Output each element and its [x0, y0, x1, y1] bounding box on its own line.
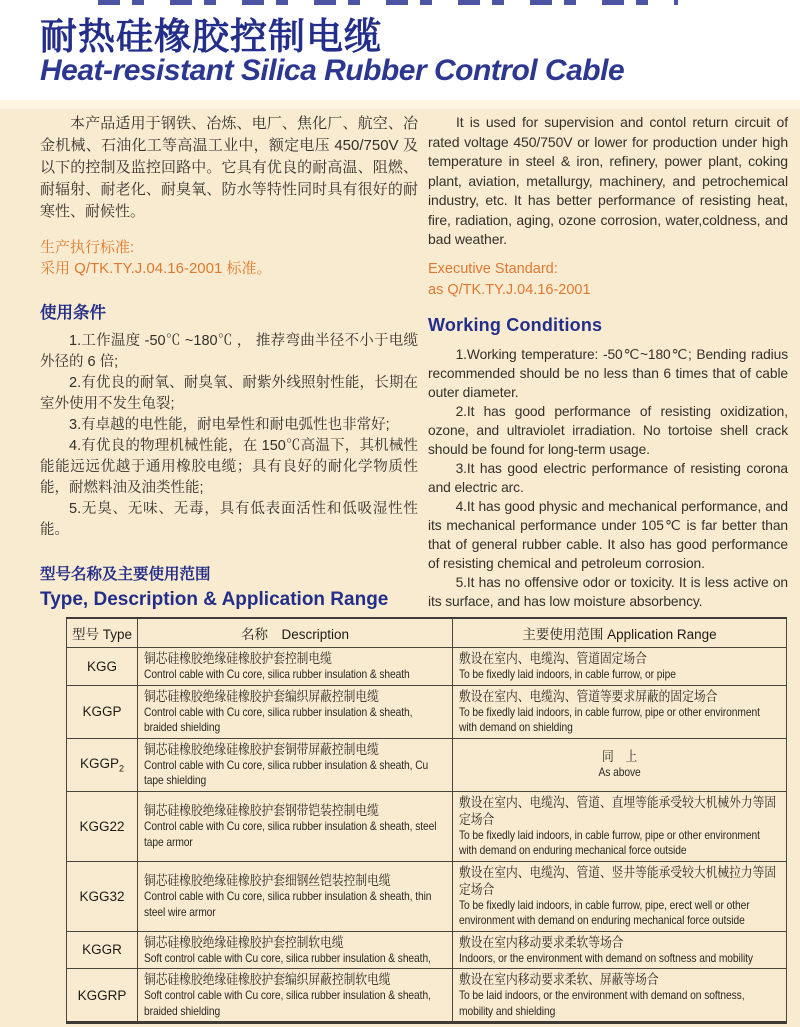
- cell-application: [453, 685, 787, 738]
- cell-description-en: Control cable with Cu core, silica rubber insulation & sheath, steel tape armor: [144, 819, 437, 849]
- condition-item-zh: 3.有卓越的电性能，耐电晕性和耐电弧性也非常好;: [69, 417, 390, 433]
- cell-type: $KGGP_2$: [67, 738, 138, 791]
- cell-application-zh: 敷设在室内、电缆沟、管道、直埋等能承受较大机械外力等固定场合: [459, 794, 777, 827]
- cell-type: KGGRP: [67, 969, 138, 1023]
- table-heading-zh: 型号名称及主要使用范围: [40, 566, 211, 583]
- column-header-application: 主要使用范围 Application Range: [453, 618, 787, 648]
- condition-item-zh: 2.有优良的耐氧、耐臭氧、耐紫外线照射性能，长期在室外使用不发生龟裂;: [40, 375, 418, 412]
- column-header-type: 型号 Type: [67, 618, 138, 648]
- cell-description-en: Control cable with Cu core, silica rubber insulation & sheath, thin steel wire armor: [144, 889, 432, 919]
- cell-application: [453, 861, 787, 931]
- cell-description: [138, 738, 453, 791]
- table-row: [67, 931, 787, 969]
- cell-application-en: To be fixedly laid indoors, in cable furrow, pipe, erect well or other environment with demand on enduring mechanical force outside: [459, 897, 750, 927]
- cell-description-en: Soft control cable with Cu core, silica rubber insulation & sheath, braided shielding: [144, 988, 431, 1018]
- cell-description-en: Control cable with Cu core, silica rubber insulation & sheath: [144, 667, 410, 681]
- page-title-zh: 耐热硅橡胶控制电缆: [40, 16, 382, 57]
- cell-description-en: Control cable with Cu core, silica rubber insulation & sheath, braided shielding: [144, 704, 413, 734]
- cut-off-text-fragments: [98, 0, 678, 5]
- standard-value-en: as Q/TK.TY.J.04.16-2001: [428, 281, 591, 298]
- cell-application: [453, 738, 787, 791]
- cell-type: KGG22: [67, 791, 138, 861]
- condition-item-en: 2.It has good performance of resisting oxidization, ozone, and ultraviolet irradiation. No tortoise shell crack should be found for long-term usage.: [428, 403, 788, 457]
- cell-description-zh: 铜芯硅橡胶绝缘硅橡胶护套铜带屏蔽控制电缆: [144, 741, 379, 757]
- column-header-description: 名称 Description: [138, 618, 453, 648]
- page-title-en: Heat-resistant Silica Rubber Control Cable: [40, 54, 625, 87]
- executive-standard-en: [428, 259, 788, 301]
- cell-description-en: Soft control cable with Cu core, silica rubber insulation & sheath,: [144, 950, 431, 965]
- cell-description-zh: 铜芯硅橡胶绝缘硅橡胶护套编织屏蔽控制软电缆: [144, 972, 391, 987]
- standard-label-en: Executive Standard:: [428, 260, 558, 277]
- cell-application-zh: 敷设在室内、电缆沟、管道固定场合: [459, 651, 647, 666]
- cell-description-zh: 铜芯硅橡胶绝缘硅橡胶护套钢带铠装控制电缆: [144, 803, 379, 818]
- condition-item-zh: 4.有优良的物理机械性能，在 150℃高温下，其机械性能能远远优越于通用橡胶电缆；具有良好的耐化学物质性能，耐燃料油及油类性能;: [40, 438, 418, 496]
- standard-value-zh: 采用 Q/TK.TY.J.04.16-2001 标准。: [40, 260, 272, 277]
- cell-application-zh: 敷设在室内、电缆沟、管道等要求屏蔽的固定场合: [459, 688, 718, 704]
- cell-application-en: As above: [598, 765, 641, 780]
- right-column: [428, 113, 788, 611]
- cell-description-zh: 铜芯硅橡胶绝缘硅橡胶护套细钢丝铠装控制电缆: [144, 873, 391, 888]
- table-row: [67, 685, 787, 738]
- type-table-section: [40, 562, 788, 1024]
- condition-item-en: 5.It has no offensive odor or toxicity. It is less active on its surface, and has low moisture absorbency.: [428, 574, 788, 609]
- cell-description: [138, 931, 453, 969]
- cell-type: KGG32: [67, 861, 138, 931]
- cell-description-en: Control cable with Cu core, silica rubber insulation & sheath, Cu tape shielding: [144, 757, 429, 787]
- condition-item-en: 1.Working temperature: -50℃~180℃; Bending radius recommended should be no less than 6 times that of cable outer diameter.: [428, 346, 788, 400]
- standard-label-zh: 生产执行标准:: [40, 239, 135, 256]
- cell-description-zh: 铜芯硅橡胶绝缘硅橡胶护套编织屏蔽控制电缆: [144, 688, 379, 704]
- conditions-heading-en: Working Conditions: [428, 314, 603, 335]
- table-row: [67, 648, 787, 686]
- cell-application-en: To be fixedly laid indoors, in cable furrow, pipe or other environment with demand on shielding: [459, 704, 760, 734]
- intro-paragraph-en: It is used for supervision and contol return circuit of rated voltage 450/750V or lower for production under high temperature in steel & iron, refinery, power plant, coking plant, aviation, metallurgy, machinery, and petrochemical industry, etc. It has better performance of resisting heat, fire, radiation, aging, ozone corrosion, water,coldness, and bad weather.: [428, 114, 788, 247]
- intro-paragraph-zh: 本产品适用于钢铁、冶炼、电厂、焦化厂、航空、冶金机械、石油化工等高温工业中，额定电压 450/750V 及以下的控制及监控回路中。它具有优良的耐高温、阻燃、耐辐射、耐老化、耐臭氧、防水等特性同时具有很好的耐寒性、耐候性。: [40, 115, 418, 220]
- table-row: [67, 861, 787, 931]
- left-column: [40, 113, 418, 541]
- cell-type: KGG: [67, 648, 138, 686]
- condition-item-en: 4.It has good physic and mechanical performance, and its mechanical performance under 105℃ is far better than that of general rubber cable. It also has good performance of resisting chemical and petroleum corrosion.: [428, 498, 788, 571]
- cell-application-zh: 敷设在室内移动要求柔软等场合: [459, 934, 624, 950]
- cell-type: KGGP: [67, 685, 138, 738]
- cell-description: [138, 861, 453, 931]
- cell-application-en: Indoors, or the environment with demand on softness and mobility: [459, 950, 753, 965]
- cell-description-zh: 铜芯硅橡胶绝缘硅橡胶护套控制软电缆: [144, 934, 344, 950]
- cell-application: [453, 648, 787, 686]
- cell-description-zh: 铜芯硅橡胶绝缘硅橡胶护套控制电缆: [144, 651, 332, 666]
- condition-item-en: 3.It has good electric performance of resisting corona and electric arc.: [428, 460, 788, 495]
- cell-description: [138, 969, 453, 1023]
- content-area: [0, 100, 800, 1027]
- conditions-list-zh: [40, 331, 418, 541]
- cell-type: KGGR: [67, 931, 138, 969]
- type-description-table: [66, 617, 787, 1024]
- condition-item-zh: 5.无臭、无味、无毒，具有低表面活性和低吸湿性性能。: [40, 501, 418, 538]
- cell-application-zh: 敷设在室内移动要求柔软、屏蔽等场合: [459, 972, 659, 987]
- table-heading-en: Type, Description & Application Range: [40, 589, 389, 610]
- cell-description: [138, 648, 453, 686]
- table-row: [67, 969, 787, 1023]
- cell-application-en: To be laid indoors, or the environment with demand on softness, mobility and shielding: [459, 988, 745, 1018]
- cell-application: [453, 791, 787, 861]
- cell-application: [453, 969, 787, 1023]
- condition-item-zh: 1.工作温度 -50℃ ~180℃ ， 推荐弯曲半径不小于电缆外径的 6 倍;: [40, 333, 418, 370]
- table-header-row: [67, 618, 787, 648]
- executive-standard-zh: [40, 237, 418, 279]
- cell-application-zh: 同 上: [601, 749, 638, 765]
- cell-application: [453, 931, 787, 969]
- cell-description: [138, 685, 453, 738]
- table-row: [67, 738, 787, 791]
- cell-application-en: To be fixedly laid indoors, in cable furrow, or pipe: [459, 667, 676, 681]
- cell-description: [138, 791, 453, 861]
- cell-application-zh: 敷设在室内、电缆沟、管道、竖井等能承受较大机械拉力等固定场合: [459, 864, 777, 897]
- conditions-heading-zh: 使用条件: [40, 304, 106, 322]
- table-row: [67, 791, 787, 861]
- cell-application-en: To be fixedly laid indoors, in cable furrow, pipe or other environment with demand on enduring mechanical force outside: [459, 827, 760, 857]
